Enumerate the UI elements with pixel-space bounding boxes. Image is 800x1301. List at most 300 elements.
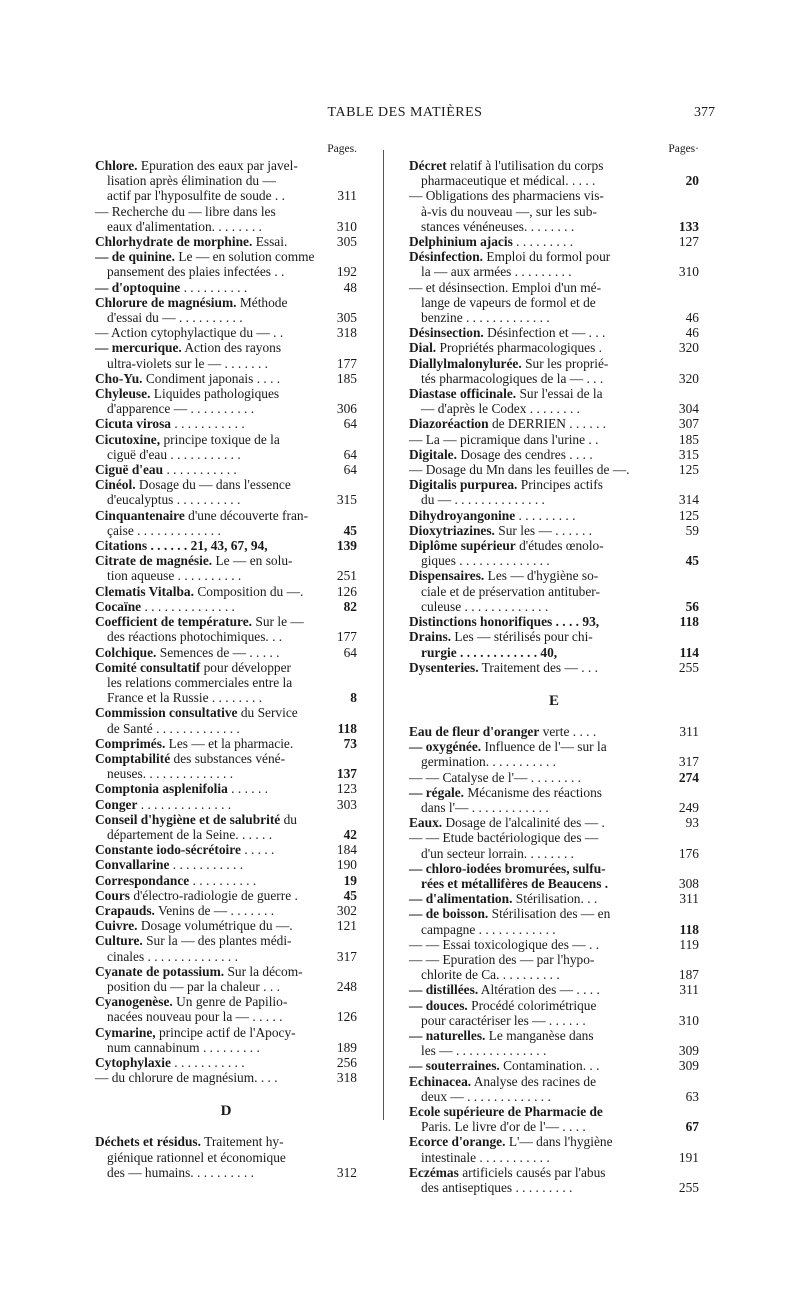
index-entry (95, 797, 357, 812)
entry-text: Dosage de l'alcalinité des — . (445, 815, 605, 831)
entry-page-number: 118 (679, 614, 699, 630)
entry-continuation: dans l'— . . . . . . . . . . . . (421, 799, 549, 815)
entry-page-number: 309 (678, 1043, 699, 1059)
index-entry (95, 781, 357, 796)
entry-page-number: 255 (678, 1180, 699, 1195)
entry-heading: Drains. (409, 629, 452, 645)
entry-continuation: d'un secteur lorrain. . . . . . . . (421, 845, 575, 861)
entry-text: Mécanisme des réactions (467, 784, 602, 800)
entry-text: Dosage des cendres . . . . (460, 446, 593, 462)
entry-heading: Diplôme supérieur (409, 538, 516, 554)
entry-page-number: 305 (336, 310, 357, 326)
index-entry (409, 462, 699, 477)
index-entry (95, 325, 357, 340)
entry-page-number: 307 (678, 416, 699, 432)
index-entry (95, 964, 357, 994)
entry-continuation: çaise . . . . . . . . . . . . . (107, 522, 221, 538)
entry-text: — — Etude bactériologique des — (409, 830, 599, 846)
entry-continuation: des antiseptiques . . . . . . . . . (421, 1180, 573, 1195)
entry-heading: — de quinine. (95, 249, 175, 265)
entry-page-number: 249 (678, 799, 699, 815)
index-entry (409, 739, 699, 769)
entry-page-number: 64 (343, 462, 357, 478)
entry-page-number: 190 (336, 857, 357, 873)
entry-heading: Commission consultative (95, 705, 238, 721)
entry-page-number: 82 (343, 598, 357, 614)
index-entry (409, 234, 699, 249)
index-entry (409, 724, 699, 739)
index-entry (95, 371, 357, 386)
entry-heading: — souterraines. (409, 1058, 500, 1074)
entry-text: . . . . . . . . . . . . . . (140, 796, 232, 812)
entry-page-number: 125 (678, 507, 699, 523)
entry-heading: — régale. (409, 784, 465, 800)
entry-text: . . . . . . . . . . . . . . (144, 598, 235, 614)
index-entry (409, 386, 699, 416)
entry-text: Liquides pathologiques (153, 386, 280, 402)
entry-text: Epuration des eaux par javel- (140, 158, 298, 173)
entry-heading: Cicuta virosa (95, 416, 172, 432)
entry-continuation: des réactions photochimiques. . . (107, 629, 283, 645)
entry-text: relatif à l'utilisation du corps (450, 158, 604, 173)
entry-text: . . . . . . . . . . . (172, 857, 244, 873)
entry-continuation: d'apparence — . . . . . . . . . . (107, 401, 255, 417)
entry-heading: Dial. (409, 340, 437, 356)
entry-text: Sur la décom- (227, 963, 303, 979)
entry-page-number: 139 (336, 538, 357, 554)
index-entry (409, 249, 699, 279)
entry-continuation: département de la Seine. . . . . . (107, 826, 273, 842)
entry-page-number: 137 (336, 766, 357, 782)
entry-heading: Digitale. (409, 446, 457, 462)
entry-heading: Citations (95, 538, 148, 554)
entry-text: . . . . . . . . . (516, 234, 574, 250)
entry-text: Procédé colorimétrique (471, 997, 597, 1013)
entry-heading: — chloro-iodées bromurées, sulfu- (409, 860, 606, 876)
index-entry (95, 249, 357, 279)
entry-heading: Diazoréaction (409, 416, 489, 432)
entry-heading: Cuivre. (95, 918, 138, 934)
entry-page-number: 317 (336, 948, 357, 964)
entry-text: — Dosage du Mn dans les feuilles de —. (409, 462, 630, 478)
entry-heading: — distillées. (409, 982, 479, 998)
entry-continuation: tion aqueuse . . . . . . . . . . (107, 568, 242, 584)
index-entry (409, 1028, 699, 1058)
entry-continuation: rurgie . . . . . . . . . . . . 40, (421, 644, 558, 660)
entry-heading: — mercurique. (95, 340, 182, 356)
entry-continuation: du — . . . . . . . . . . . . . . (421, 492, 545, 508)
entry-text: Emploi du formol pour (486, 249, 611, 265)
entry-heading: Cytophylaxie (95, 1054, 171, 1070)
entry-page-number: 251 (336, 568, 357, 584)
entry-text: — Recherche du — libre dans les (95, 203, 276, 219)
index-entry (409, 998, 699, 1028)
entry-page-number: 305 (336, 234, 357, 250)
entry-text: Sur les — . . . . . . (498, 522, 593, 538)
entry-text: . . . . . . (231, 781, 268, 797)
entry-text: Les — et la pharmacie. (168, 735, 294, 751)
index-entry (409, 861, 699, 891)
entry-heading: Cyanate de potassium. (95, 963, 225, 979)
entry-continuation: la — aux armées . . . . . . . . . (421, 264, 572, 280)
entry-page-number: 310 (678, 264, 699, 280)
entry-text: Sur la — des plantes médi- (146, 933, 292, 949)
index-entry (95, 994, 357, 1024)
index-entry (409, 538, 699, 568)
entry-continuation: pansement des plaies infectées . . (107, 264, 285, 280)
entry-heading: Ecole supérieure de Pharmacie de (409, 1103, 603, 1119)
entry-heading: Diastase officinale. (409, 386, 517, 402)
entry-page-number: 302 (336, 902, 357, 918)
entry-page-number: 93 (685, 815, 699, 831)
entry-page-number: 64 (343, 644, 357, 660)
entry-continuation: pour caractériser les — . . . . . . (421, 1012, 586, 1028)
entry-continuation: benzine . . . . . . . . . . . . . (421, 310, 550, 326)
entry-heading: Eczémas (409, 1164, 459, 1180)
entry-continuation: ciguë d'eau . . . . . . . . . . . (107, 446, 241, 462)
entry-text: Stérilisation. . . (515, 891, 598, 907)
index-entry (95, 386, 357, 416)
left-column (95, 143, 357, 1180)
entry-continuation: les relations commerciales entre la (107, 674, 293, 690)
index-entry (409, 188, 699, 234)
entry-continuation: giques . . . . . . . . . . . . . . (421, 553, 550, 569)
entry-page-number: 191 (678, 1149, 699, 1165)
index-entry (95, 158, 357, 204)
index-entry (409, 280, 699, 326)
index-entry (409, 477, 699, 507)
entry-page-number: 256 (336, 1054, 357, 1070)
entry-continuation: France et la Russie . . . . . . . . (107, 690, 263, 706)
entry-text: Dosage volumétrique du —. (140, 918, 293, 934)
index-entry (409, 508, 699, 523)
index-entry (409, 982, 699, 997)
index-entry (409, 906, 699, 936)
entry-continuation: lange de vapeurs de formol et de (421, 294, 596, 310)
entry-page-number: 318 (336, 1070, 357, 1086)
entry-text: d'études œnolo- (519, 538, 604, 554)
entry-continuation: Paris. Le livre d'or de l'— . . . . (421, 1119, 586, 1135)
index-entry (409, 770, 699, 785)
index-entry (409, 1074, 699, 1104)
entry-page-number: 42 (343, 826, 357, 842)
entry-heading: Cicutoxine, (95, 431, 161, 447)
entry-text: Méthode (239, 294, 288, 310)
column-divider (383, 150, 384, 1120)
entry-page-number: 118 (679, 921, 699, 937)
entry-text: Analyse des racines de (473, 1073, 597, 1089)
entry-page-number: 312 (336, 1164, 357, 1180)
index-entry (95, 933, 357, 963)
index-entry (409, 1134, 699, 1164)
entry-heading: Digitalis purpurea. (409, 477, 518, 493)
entry-text: artificiels causés par l'abus (462, 1164, 606, 1180)
entry-page-number: 185 (336, 370, 357, 386)
entry-heading: Eau de fleur d'oranger (409, 723, 540, 739)
entry-continuation: — d'après le Codex . . . . . . . . (421, 401, 580, 417)
entry-text: Désinfection et — . . . (487, 325, 606, 341)
index-entry (409, 830, 699, 860)
index-entry (95, 918, 357, 933)
index-entry (409, 356, 699, 386)
entry-heading: Colchique. (95, 644, 157, 660)
index-entry (95, 1025, 357, 1055)
entry-heading: Echinacea. (409, 1073, 472, 1089)
entry-heading: Citrate de magnésie. (95, 553, 213, 569)
entry-heading: Crapauds. (95, 902, 155, 918)
entry-heading: Ecorce d'orange. (409, 1134, 506, 1150)
entry-text: Venins de — . . . . . . . (158, 902, 275, 918)
entry-heading: Ciguë d'eau (95, 462, 164, 478)
entry-text: des substances véné- (173, 750, 286, 766)
entry-heading: Delphinium ajacis (409, 234, 513, 250)
entry-page-number: 63 (685, 1088, 699, 1104)
entry-heading: Eaux. (409, 815, 443, 831)
entry-text: Traitement hy- (204, 1134, 284, 1150)
index-entry (95, 705, 357, 735)
index-entry (95, 903, 357, 918)
entry-heading: Diallylmalonylurée. (409, 355, 522, 371)
entry-continuation: neuses. . . . . . . . . . . . . . (107, 766, 234, 782)
index-entry (409, 340, 699, 355)
page-number: 377 (694, 105, 715, 120)
entry-continuation: ciale et de préservation antituber- (421, 583, 600, 599)
entry-continuation: tés pharmacologiques de la — . . . (421, 370, 604, 386)
entry-continuation: des — humains. . . . . . . . . . (107, 1164, 254, 1180)
entry-text: Stérilisation des — en (491, 906, 611, 922)
entry-page-number: 311 (679, 891, 699, 907)
entry-heading: Cyanogenèse. (95, 994, 173, 1010)
index-entry (95, 873, 357, 888)
index-entry (409, 815, 699, 830)
entry-page-number: 125 (678, 462, 699, 478)
entry-page-number: 133 (678, 218, 699, 234)
entry-heading: Cinéol. (95, 477, 136, 493)
entry-text: de DERRIEN . . . . . . (491, 416, 607, 432)
entry-heading: Cinquantenaire (95, 507, 185, 523)
entry-continuation: giénique rationnel et économique (107, 1149, 286, 1165)
entry-heading: Chlorhydrate de morphine. (95, 234, 253, 250)
entry-text: Composition du —. (197, 583, 304, 599)
entry-page-number: 127 (678, 234, 699, 250)
entry-heading: Constante iodo-sécrétoire (95, 842, 241, 858)
entry-text: — — Essai toxicologique des — . . (409, 936, 600, 952)
entry-heading: Culture. (95, 933, 143, 949)
index-entry (95, 751, 357, 781)
entry-text: . . . . . . . . . (518, 507, 576, 523)
index-entry (409, 447, 699, 462)
index-entry (95, 295, 357, 325)
entry-continuation: deux — . . . . . . . . . . . . . (421, 1088, 551, 1104)
entry-page-number: 320 (678, 370, 699, 386)
index-list-c (95, 158, 357, 1085)
entry-page-number: 56 (685, 598, 699, 614)
entry-continuation: d'eucalyptus . . . . . . . . . . (107, 492, 241, 508)
index-entry (95, 204, 357, 234)
index-entry (409, 785, 699, 815)
entry-text: Le — en solution comme (178, 249, 315, 265)
entry-page-number: 19 (343, 872, 357, 888)
entry-page-number: 308 (678, 875, 699, 891)
entry-heading: — douces. (409, 997, 468, 1013)
entry-text: — — Catalyse de l'— . . . . . . . . (409, 769, 582, 785)
entry-text: Sur le — (255, 614, 304, 630)
entry-page-number: 310 (336, 218, 357, 234)
index-list-d (95, 1134, 357, 1180)
index-entry (95, 888, 357, 903)
index-entry (95, 736, 357, 751)
section-letter-e: E (548, 692, 559, 709)
entry-text: — Obligations des pharmaciens vis- (409, 188, 604, 204)
index-entry (409, 952, 699, 982)
index-entry (95, 660, 357, 706)
entry-page-number: 184 (336, 842, 357, 858)
index-entry (95, 645, 357, 660)
entry-text: — Action cytophylactique du — . . (95, 325, 284, 341)
entry-text: Sur les proprié- (525, 355, 609, 371)
entry-heading: Chlore. (95, 158, 138, 173)
index-entry (95, 1134, 357, 1180)
entry-page-number: 317 (678, 754, 699, 770)
entry-text: — La — picramique dans l'urine . . (409, 431, 599, 447)
entry-continuation: eaux d'alimentation. . . . . . . . (107, 218, 262, 234)
entry-page-number: 187 (678, 967, 699, 983)
index-list-d-cont (409, 158, 699, 675)
entry-page-number: 177 (336, 629, 357, 645)
index-entry (95, 553, 357, 583)
index-entry (409, 629, 699, 659)
entry-continuation: stances vénéneuses. . . . . . . . (421, 218, 575, 234)
entry-heading: Désinsection. (409, 325, 484, 341)
index-entry (409, 568, 699, 614)
entry-text: principe toxique de la (163, 431, 280, 447)
entry-page-number: 189 (336, 1039, 357, 1055)
entry-text: . . . . . . . . . . . (166, 462, 237, 478)
entry-continuation: num cannabinum . . . . . . . . . (107, 1039, 260, 1055)
entry-text: . . . . . . . . . . (183, 279, 248, 295)
entry-text: pour développer (203, 659, 291, 675)
entry-text: du Service (240, 705, 298, 721)
entry-page-number: 274 (678, 769, 699, 785)
entry-text: — et désinsection. Emploi d'un mé- (409, 279, 602, 295)
entry-heading: Cocaïne (95, 598, 142, 614)
index-entry (409, 614, 699, 629)
entry-continuation: à-vis du nouveau —, sur les sub- (421, 203, 597, 219)
entry-continuation: germination. . . . . . . . . . . (421, 754, 557, 770)
entry-heading: — d'optoquine (95, 279, 181, 295)
entry-page-number: 48 (343, 279, 357, 295)
index-entry (95, 340, 357, 370)
index-entry (409, 416, 699, 431)
entry-page-number: 314 (678, 492, 699, 508)
right-column (409, 143, 699, 1195)
entry-page-number: 315 (678, 446, 699, 462)
entry-text: . . . . . . 21, 43, 67, 94, (150, 538, 268, 554)
entry-continuation: nacées nouveau pour la — . . . . . (107, 1009, 283, 1025)
entry-heading: Coefficient de température. (95, 614, 253, 630)
entry-continuation: lisation après élimination du — (107, 173, 276, 189)
entry-text: Le manganèse dans (488, 1027, 594, 1043)
index-entry (95, 1055, 357, 1070)
entry-continuation: campagne . . . . . . . . . . . . (421, 921, 556, 937)
pages-label: Pages· (668, 143, 699, 155)
entry-continuation: chlorite de Ca. . . . . . . . . . (421, 967, 560, 983)
entry-heading: Chlorure de magnésium. (95, 294, 237, 310)
entry-page-number: 192 (336, 264, 357, 280)
entry-heading: Désinfection. (409, 249, 484, 265)
entry-page-number: 177 (336, 355, 357, 371)
entry-text: — du chlorure de magnésium. . . . (95, 1070, 278, 1086)
entry-text: Le — en solu- (215, 553, 293, 569)
entry-page-number: 8 (350, 690, 357, 706)
entry-text: Sur l'essai de la (519, 386, 603, 402)
entry-heading: Cours (95, 887, 130, 903)
entry-text: — — Epuration des — par l'hypo- (409, 951, 595, 967)
entry-page-number: 185 (678, 431, 699, 447)
entry-page-number: 64 (343, 446, 357, 462)
entry-page-number: 311 (679, 723, 699, 739)
entry-text: Les — d'hygiène so- (487, 568, 599, 584)
entry-text: L'— dans l'hygiène (508, 1134, 613, 1150)
entry-heading: Chyleuse. (95, 386, 151, 402)
entry-continuation: pharmaceutique et médical. . . . . (421, 173, 596, 189)
index-entry (95, 416, 357, 431)
entry-page-number: 311 (337, 188, 357, 204)
entry-continuation: actif par l'hyposulfite de soude . . (107, 188, 285, 204)
index-entry (95, 812, 357, 842)
entry-heading: — d'alimentation. (409, 891, 513, 907)
entry-page-number: 121 (336, 918, 357, 934)
entry-page-number: 318 (336, 325, 357, 341)
entry-continuation: culeuse . . . . . . . . . . . . . (421, 598, 549, 614)
index-entry (95, 508, 357, 538)
entry-heading: Déchets et résidus. (95, 1134, 201, 1150)
index-entry (95, 599, 357, 614)
entry-page-number: 309 (678, 1058, 699, 1074)
entry-text: . . . . . . . . . . (192, 872, 257, 888)
entry-text: . . . . . . . . . . . (174, 1054, 245, 1070)
entry-page-number: 310 (678, 1012, 699, 1028)
entry-page-number: 126 (336, 583, 357, 599)
entry-page-number: 255 (678, 659, 699, 675)
index-entry (95, 1070, 357, 1085)
entry-text: . . . . 93, (555, 614, 600, 630)
entry-heading: Dysenteries. (409, 659, 479, 675)
entry-continuation: position du — par la chaleur . . . (107, 978, 280, 994)
entry-continuation: rées et métallifères de Beaucens . (421, 875, 609, 891)
entry-heading: Correspondance (95, 872, 190, 888)
entry-continuation: ultra-violets sur le — . . . . . . . (107, 355, 269, 371)
entry-heading: Cho-Yu. (95, 370, 143, 386)
entry-heading: Conseil d'hygiène et de salubrité (95, 811, 281, 827)
entry-text: du (283, 811, 297, 827)
entry-page-number: 114 (679, 644, 699, 660)
entry-page-number: 303 (336, 796, 357, 812)
entry-continuation: intestinale . . . . . . . . . . . (421, 1149, 550, 1165)
entry-text: Semences de — . . . . . (159, 644, 280, 660)
entry-text: d'une découverte fran- (188, 507, 309, 523)
entry-text: verte . . . . (542, 723, 597, 739)
entry-continuation: cinales . . . . . . . . . . . . . . (107, 948, 238, 964)
page-title: TABLE DES MATIÈRES (327, 105, 483, 120)
entry-continuation: les — . . . . . . . . . . . . . . (421, 1043, 547, 1059)
index-list-e (409, 724, 699, 1195)
entry-text: Dosage du — dans l'essence (138, 477, 291, 493)
index-entry (409, 432, 699, 447)
entry-heading: Distinctions honorifiques (409, 614, 553, 630)
entry-heading: — oxygénée. (409, 739, 482, 755)
entry-heading: Comprimés. (95, 735, 166, 751)
